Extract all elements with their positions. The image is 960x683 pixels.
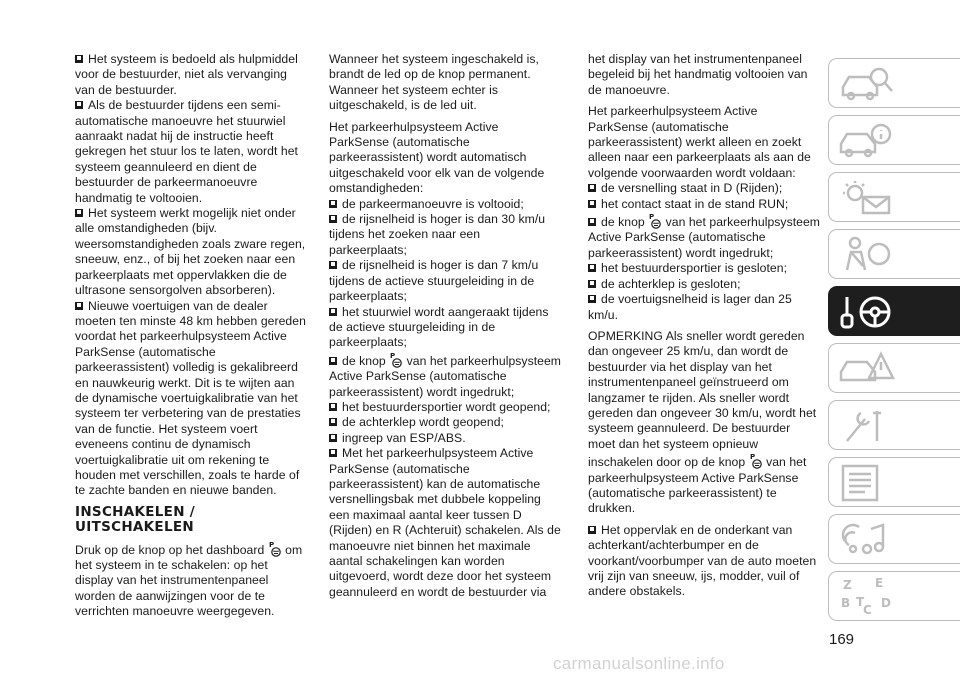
- list-item: de parkeermanoeuvre is voltooid;: [329, 197, 561, 212]
- tab-knowing-car[interactable]: [828, 115, 960, 165]
- square-bullet-icon: [75, 101, 83, 109]
- list-item: de rijsnelheid is hoger is dan 30 km/u tijdens het zoeken naar een parkeerplaats;: [329, 212, 546, 257]
- tab-index[interactable]: [828, 571, 960, 621]
- parksense-button-icon: [389, 351, 403, 369]
- list-item: de versnelling staat in D (Rijden);: [588, 181, 820, 196]
- page-number: 169: [829, 631, 855, 648]
- tab-safety[interactable]: [828, 229, 960, 279]
- list-item: het contact staat in de stand RUN;: [588, 197, 820, 212]
- list-item: de rijsnelheid is hoger is dan 7 km/u tijdens de actieve stuurgeleiding in de parkeerplaats;: [329, 258, 539, 304]
- column-3: [588, 52, 820, 600]
- warning-lights-icon: [837, 177, 897, 219]
- list-item: het stuurwiel wordt aangeraakt tijdens de actieve stuurgeleiding in de parkeerplaats;: [329, 304, 549, 350]
- list-item: het bestuurdersportier wordt geopend;: [329, 400, 561, 415]
- square-bullet-icon: [588, 218, 596, 226]
- list-item: de knop P van het parkeerhulpsysteem Active ParkSense (automatische parkeerassistent) wordt ingedrukt;: [329, 351, 562, 399]
- svg-text:P: P: [390, 351, 396, 360]
- hazard-icon: [837, 348, 897, 390]
- list-item: de achterklep wordt geopend;: [329, 415, 561, 430]
- tab-multimedia[interactable]: [828, 514, 960, 564]
- column-2: [329, 52, 561, 600]
- tools-icon: [837, 405, 897, 447]
- watermark: carmanualsonline.info: [553, 654, 725, 673]
- index-icon: [837, 576, 897, 618]
- square-bullet-icon: [329, 215, 337, 223]
- index-letter: D: [881, 596, 891, 610]
- tab-technical-data[interactable]: [828, 457, 960, 507]
- manual-completion-paragraph: het display van het instrumentenpaneel begeleid bij het handmatig voltooien van de manoeuvre.: [588, 52, 808, 97]
- tab-dashboard[interactable]: [828, 58, 960, 108]
- note-paragraph: OPMERKING Als sneller wordt gereden dan ongeveer 25 km/u, dan wordt de bestuurder via het display van het instrumentenpaneel geïnstrueerd om langzamer te rijden. Als sneller wordt gereden dan ongeveer 30 km/u, wordt het systeem geannuleerd. De bestuurder moet dan het systeem opnieuw inschakelen door op de knop P van het parkeerhulpsysteem Active ParkSense (automatische parkeerassistent) te drukken.: [588, 328, 817, 516]
- conditions-intro: Het parkeerhulpsysteem Active ParkSense (automatische parkeerassistent) werkt alleen en zoekt alleen naar een parkeerplaats als aan de volgende voorwaarden wordt voldaan:: [588, 104, 811, 180]
- square-bullet-icon: [329, 418, 337, 426]
- square-bullet-icon: [329, 200, 337, 208]
- tab-emergency[interactable]: [828, 343, 960, 393]
- key-steering-wheel-icon: [837, 291, 897, 333]
- square-bullet-icon: [75, 209, 83, 217]
- specifications-icon: [837, 462, 897, 504]
- list-item: de voertuigsnelheid is lager dan 25 km/u.: [588, 292, 792, 322]
- index-letter: T: [856, 595, 865, 609]
- list-item: de knop P van het parkeerhulpsysteem Active ParkSense (automatische parkeerassistent) wordt ingedrukt;: [588, 213, 821, 260]
- svg-text:P: P: [749, 453, 755, 462]
- parksense-button-icon: [268, 540, 282, 558]
- index-letter: Z: [843, 578, 852, 592]
- parksense-button-icon: [648, 212, 662, 230]
- square-bullet-icon: [329, 357, 337, 365]
- square-bullet-icon: [588, 295, 596, 303]
- square-bullet-icon: [75, 55, 83, 63]
- note-assist: Het systeem is bedoeld als hulpmiddel voor de bestuurder, niet als vervanging van de bestuurder.: [75, 52, 298, 97]
- activate-paragraph: Druk op de knop op het dashboard P om het systeem in te schakelen: op het display van het instrumentenpaneel worden de aanwijzingen voor de te verrichten manoeuvre weergegeven.: [75, 540, 303, 619]
- list-item: het bestuurdersportier is gesloten;: [588, 261, 820, 276]
- note-calibration: Nieuwe voertuigen van de dealer moeten ten minste 48 km hebben gereden voordat het parkeerhulpsysteem Active ParkSense (automatische parkeerassistent) volledig is gekalibreerd en nauwkeurig werkt. Dit is te wijten aan de dynamische voertuigkalibratie van het systeem ter verbetering van de prestaties van de functie. Het systeem voert eveneens continu de dynamisch voertuigkalibratie uit om rekening te houden met verschillen, zoals te harde of te zachte banden en nieuwe banden.: [75, 298, 306, 498]
- svg-text:P: P: [268, 540, 274, 549]
- square-bullet-icon: [588, 200, 596, 208]
- square-bullet-icon: [329, 261, 337, 269]
- note-conditions: Het systeem werkt mogelijk niet onder alle omstandigheden (bijv. weersomstandigheden zoals zware regen, sneeuw, enz., of bij het zoeken naar een parkeerplaats met oppervlakken die de ultrasone sensorgolven absorberen).: [75, 206, 306, 298]
- deactivation-intro: Het parkeerhulpsysteem Active ParkSense (automatische parkeerassistent) wordt automatisch uitgeschakeld voor elk van de volgende omstandigheden:: [329, 119, 545, 196]
- square-bullet-icon: [588, 264, 596, 272]
- square-bullet-icon: [75, 302, 83, 310]
- column-1: [75, 52, 307, 626]
- index-letter: B: [841, 596, 851, 610]
- svg-text:P: P: [649, 213, 655, 222]
- list-item: Met het parkeerhulpsysteem Active ParkSense (automatische parkeerassistent) kan de automatische versnellingsbak met dubbele koppeling een maximaal aantal keer tussen D (Rijden) en R (Achteruit) schakelen. Als de manoeuvre niet binnen het maximale aantal schakelingen kan worden uitgevoerd, wordt deze door het systeem geannuleerd en wordt de bestuurder via: [329, 446, 561, 599]
- seatbelt-airbag-icon: [837, 234, 897, 276]
- square-bullet-icon: [588, 526, 596, 534]
- led-paragraph: Wanneer het systeem ingeschakeld is, brandt de led op de knop permanent. Wanneer het systeem echter is uitgeschakeld, is de led uit.: [329, 52, 539, 113]
- square-bullet-icon: [588, 280, 596, 288]
- list-item: Het oppervlak en de onderkant van achterkant/achterbumper en de voorkant/voorbumper van de auto moeten vrij zijn van sneeuw, ijs, modder, vuil of andere obstakels.: [588, 522, 817, 599]
- square-bullet-icon: [329, 434, 337, 442]
- square-bullet-icon: [588, 184, 596, 192]
- square-bullet-icon: [329, 308, 337, 316]
- square-bullet-icon: [329, 449, 337, 457]
- tab-starting-driving[interactable]: [828, 286, 960, 336]
- note-steering-touch: Als de bestuurder tijdens een semi-automatische manoeuvre het stuurwiel aanraakt nadat hij de instructie heeft gekregen het stuur los te laten, wordt het systeem geannuleerd en dient de bestuurder de parkeermanoeuvre handmatig te voltooien.: [75, 98, 298, 205]
- index-letter: E: [875, 576, 884, 590]
- list-item: de achterklep is gesloten;: [588, 277, 820, 292]
- tab-maintenance[interactable]: [828, 400, 960, 450]
- list-item: ingreep van ESP/ABS.: [329, 431, 561, 446]
- car-info-icon: [837, 120, 897, 162]
- square-bullet-icon: [329, 403, 337, 411]
- tab-warning-lights[interactable]: [828, 172, 960, 222]
- section-heading: INSCHAKELEN / UITSCHAKELEN: [75, 503, 196, 536]
- parksense-button-icon: [749, 452, 763, 470]
- index-letter: C: [863, 603, 872, 617]
- car-search-icon: [837, 63, 897, 105]
- multimedia-icon: [837, 519, 897, 561]
